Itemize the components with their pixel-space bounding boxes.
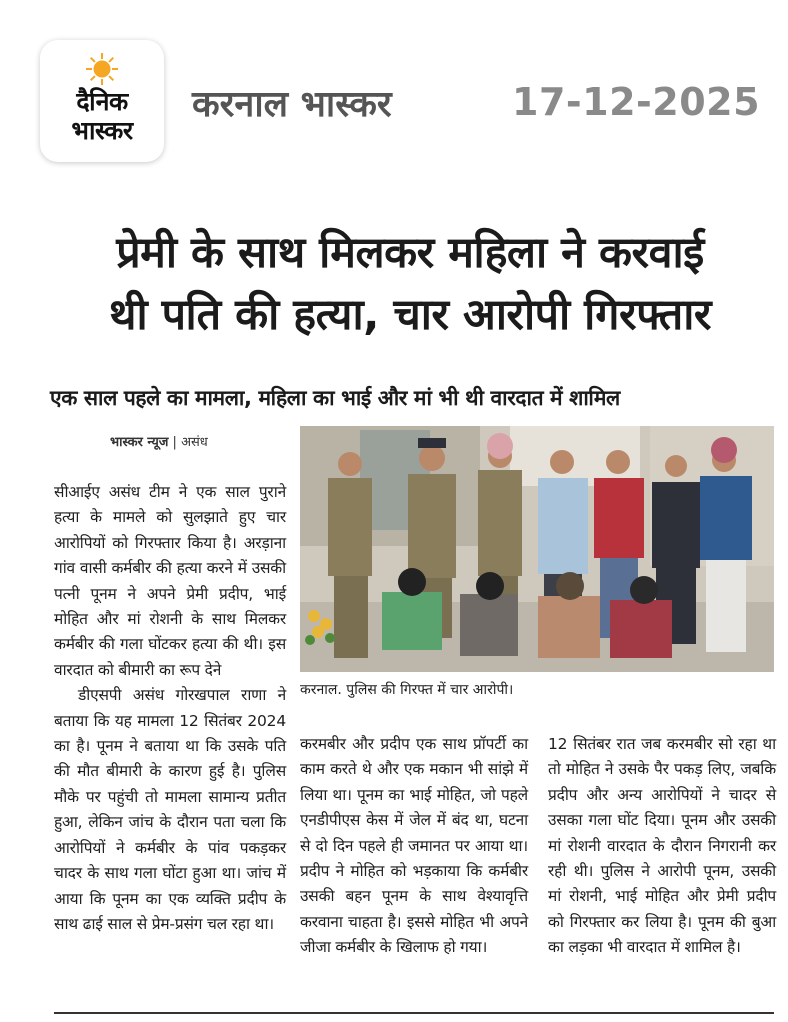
bottom-divider — [54, 1012, 774, 1014]
edition-name: करनाल भास्कर — [192, 84, 392, 125]
column-1-paragraph-1: सीआईए असंध टीम ने एक साल पुराने हत्या के मामले को सुलझाते हुए चार आरोपियों को गिरफ्तार किया है। अरड़ाना गांव वासी कर्मबीर की हत्या करने में उसकी पत्नी पूनम ने अपने प्रेमी प्रदीप, भाई मोहित और मां रोशनी के साथ मिलकर कर्मबीर की गला घोंटकर हत्या की थी। इस वारदात को बीमारी का रूप देने — [54, 483, 286, 679]
dainik-bhaskar-logo — [40, 40, 164, 162]
article-subheadline: एक साल पहले का मामला, महिला का भाई और मां भी थी वारदात में शामिल — [50, 386, 620, 410]
column-3-paragraph: 12 सितंबर रात जब करमबीर सो रहा था तो मोहित ने उसके पैर पकड़ लिए, जबकि प्रदीप और अन्य आरोपियों ने चादर से उसका गला घोंट दिया। पूनम और उसकी मां रोशनी वारदात के दौरान निगरानी कर रही थी। पुलिस ने आरोपी पूनम, उसकी मां रोशनी, भाई मोहित और प्रेमी प्रदीप को गिरफ्तार कर लिया है। पूनम की बुआ का लड़का भी वारदात में शामिल है। — [548, 735, 776, 957]
byline — [110, 432, 290, 450]
headline-line-2: थी पति की हत्या, चार आरोपी गिरफ्तार — [109, 290, 711, 340]
article-column-1 — [54, 480, 286, 937]
column-2-paragraph: करमबीर और प्रदीप एक साथ प्रॉपर्टी का काम करते थे और एक मकान भी सांझे में लिया था। पूनम का भाई मोहित, जो पहले एनडीपीएस केस में जेल में बंद था, घटना से दो दिन पहले ही जमानत पर आया था। प्रदीप ने मोहित को भड़काया कि कर्मबीर उसकी बहन पूनम के साथ वेश्यावृत्ति करवाना चाहता है। इससे मोहित भी अपने जीजा कर्मबीर के खिलाफ हो गया। — [300, 735, 528, 957]
byline-place: असंध — [181, 435, 208, 450]
logo-text-bhaskar: भास्कर — [71, 116, 133, 145]
headline-line-1: प्रेमी के साथ मिलकर महिला ने करवाई — [116, 228, 704, 278]
police-group-photo-illustration — [300, 426, 774, 672]
byline-separator: | — [168, 435, 182, 450]
byline-source: भास्कर न्यूज — [110, 435, 169, 450]
column-1-paragraph-2: डीएसपी असंध गोरखपाल राणा ने बताया कि यह मामला 12 सितंबर 2024 का है। पूनम ने बताया था कि उसके पति की मौत बीमारी के कारण हुई है। पुलिस मौके पर पहुंची तो मामला सामान्य प्रतीत हुआ, लेकिन जांच के दौरान पता चला कि आरोपियों ने कर्मबीर के पांव पकड़कर चादर के साथ गला घोंटा हुआ था। जांच में आया कि पूनम का एक व्यक्ति प्रदीप के साथ ढाई साल से प्रेम-प्रसंग चल रहा था। — [54, 686, 286, 933]
page-header — [0, 0, 788, 180]
logo-text-dainik: दैनिक — [76, 87, 128, 116]
publication-date: 17-12-2025 — [512, 80, 761, 124]
news-photo — [300, 426, 774, 672]
article-column-3 — [548, 732, 776, 961]
photo-caption: करनाल. पुलिस की गिरफ्त में चार आरोपी। — [300, 682, 514, 698]
article-headline — [48, 222, 772, 346]
article-column-2 — [300, 732, 528, 961]
sun-icon — [85, 52, 119, 86]
